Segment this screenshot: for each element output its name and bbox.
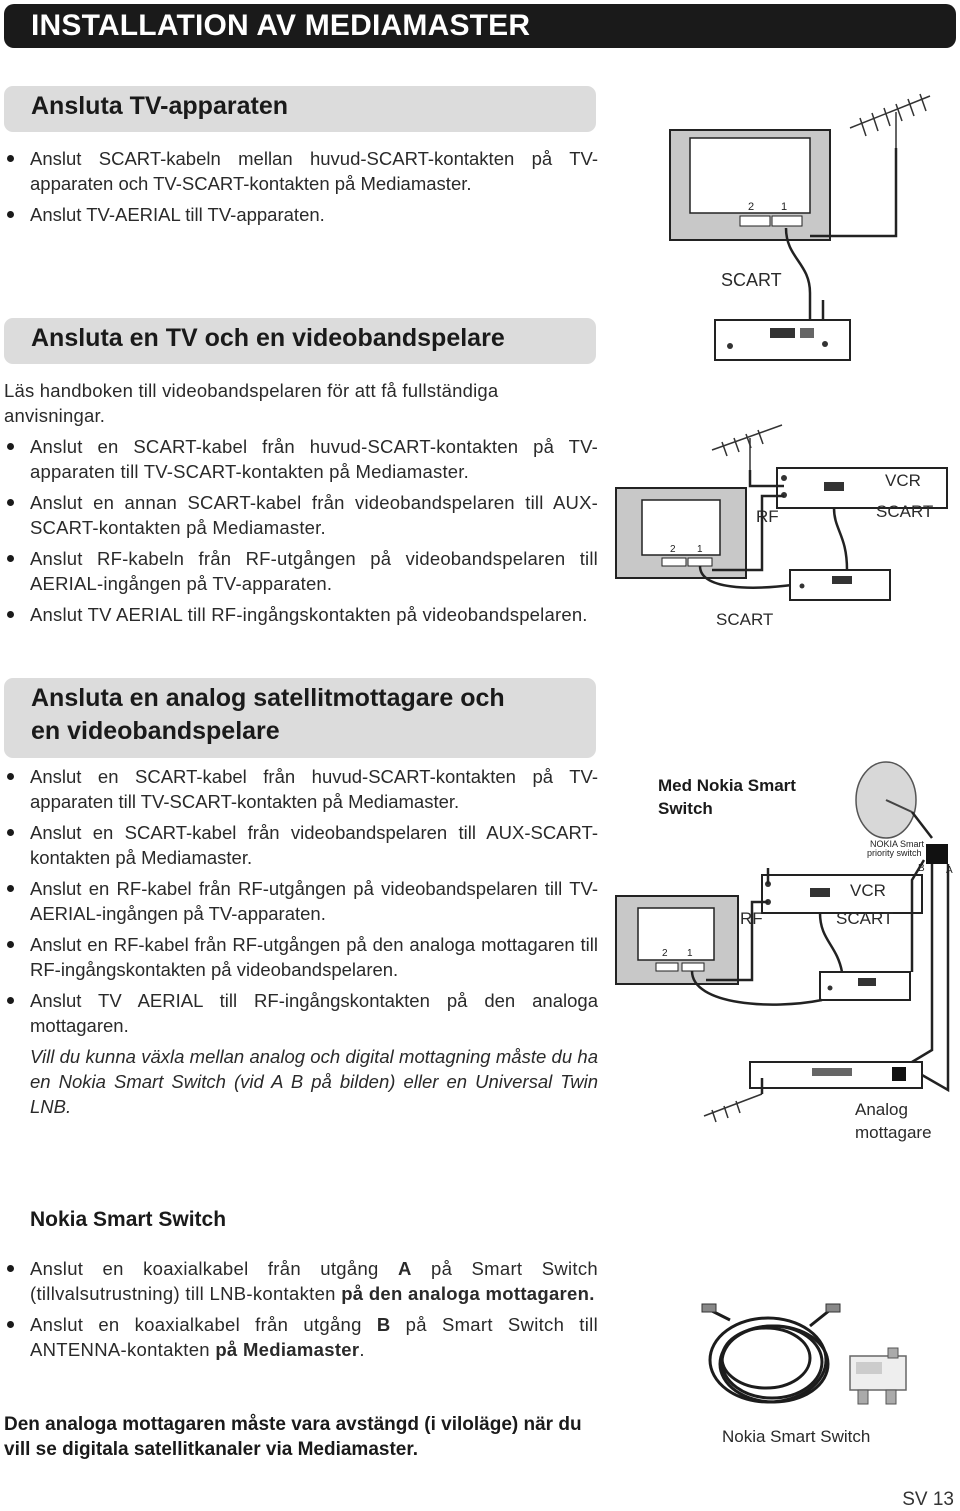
list-item: Anslut en SCART-kabel från huvud-SCART-kontakten på TV-apparaten till TV-SCART-kontakten på Mediamaster. (4, 434, 598, 484)
receiver-label: Analog (855, 1100, 908, 1119)
smart-switch-box (926, 844, 948, 864)
switch-label: priority switch (867, 848, 922, 858)
vcr-icon (762, 875, 922, 913)
list-item: Anslut TV AERIAL till RF-ingångskontakten på videobandspelaren. (4, 602, 598, 627)
emphasis: på den analoga mottagaren. (341, 1283, 595, 1304)
port-number: 2 (670, 544, 676, 555)
tv-icon (670, 130, 830, 240)
section-heading-smart-switch: Nokia Smart Switch (30, 1208, 227, 1231)
list-item: Anslut SCART-kabeln mellan huvud-SCART-kontakten på TV-apparaten och TV-SCART-kontakten på Mediamaster. (4, 146, 598, 196)
port-number: 2 (662, 948, 668, 959)
section-body-smart-switch (4, 1256, 598, 1368)
scart-label: SCART (836, 909, 894, 928)
scart-label: SCART (716, 610, 774, 629)
text-run: på Smart Switch (tillvalsutrustning) till LNB-kontakten (30, 1258, 598, 1304)
rf-label: RF (756, 507, 779, 526)
list-item: Anslut TV AERIAL till RF-ingångskontakten på den analoga mottagaren. (4, 988, 598, 1038)
section-body-tv-vcr (4, 378, 598, 633)
port-b-label: B (918, 863, 925, 874)
antenna-icon (704, 1094, 762, 1122)
diagram-tv-vcr-connection (612, 420, 957, 635)
diagram-tv-connection (660, 88, 960, 368)
port-a-label: A (946, 865, 953, 876)
vcr-label: VCR (850, 881, 886, 900)
list-item (4, 1256, 598, 1306)
analog-receiver-icon (750, 1062, 922, 1088)
switch-label: NOKIA Smart (870, 839, 925, 849)
port-number: 1 (697, 544, 703, 555)
vcr-label: VCR (885, 471, 921, 490)
list-item: Anslut en RF-kabel från RF-utgången på den analoga mottagaren till RF-ingångskontakten på videobandspelaren. (4, 932, 598, 982)
section-body-tv (4, 146, 598, 233)
list-item: Anslut en SCART-kabel från videobandspelaren till AUX-SCART-kontakten på Mediamaster. (4, 820, 598, 870)
emphasis: på Mediamaster (215, 1339, 360, 1360)
coax-cable-icon (710, 1310, 830, 1402)
list-item: Anslut RF-kabeln från RF-utgången på videobandspelaren till AERIAL-ingången på TV-apparaten. (4, 546, 598, 596)
page-title: INSTALLATION AV MEDIAMASTER (4, 4, 956, 48)
port-number: 1 (781, 201, 788, 213)
tv-icon (616, 488, 746, 578)
page-number: SV 13 (902, 1489, 954, 1510)
rf-label: RF (740, 909, 763, 928)
text-run: på Smart Switch till ANTENNA-kontakten (30, 1314, 598, 1360)
section-heading-tv: Ansluta TV-apparaten (4, 86, 596, 132)
heading-line: Ansluta en analog satellitmottagare och (31, 684, 505, 712)
intro-text: Läs handboken till videobandspelaren för att få fullständiga anvisningar. (4, 380, 499, 426)
text-run: . (359, 1339, 365, 1360)
scart-label: SCART (876, 502, 934, 521)
port-a-label: A (397, 1258, 412, 1279)
list-item: Anslut en RF-kabel från RF-utgången på videobandspelaren till TV-AERIAL-ingången på TV-apparaten. (4, 876, 598, 926)
antenna-icon (712, 425, 782, 470)
diagram-title: Med Nokia Smart (658, 776, 796, 795)
diagram-title: Switch (658, 799, 713, 818)
smart-switch-photo (690, 1290, 920, 1420)
list-item (4, 1312, 598, 1362)
list-item: Anslut en annan SCART-kabel från videobandspelaren till AUX-SCART-kontakten på Mediamaster. (4, 490, 598, 540)
port-b-label: B (376, 1314, 391, 1335)
antenna-icon (850, 94, 930, 148)
satellite-dish-icon (856, 762, 932, 838)
section-heading-tv-vcr: Ansluta en TV och en videobandspelare (4, 318, 596, 364)
mediamaster-icon (820, 972, 910, 1000)
list-item: Anslut TV-AERIAL till TV-apparaten. (4, 202, 598, 227)
warning-note: Den analoga mottagaren måste vara avstängd (i viloläge) när du vill se digitala satellitkanaler via Mediamaster. (4, 1414, 582, 1460)
text-run: Anslut en koaxialkabel från utgång (30, 1258, 398, 1279)
mediamaster-icon (715, 320, 850, 360)
photo-caption: Nokia Smart Switch (722, 1427, 871, 1446)
tv-icon (616, 896, 738, 984)
heading-line: en videobandspelare (31, 717, 280, 745)
receiver-label: mottagare (855, 1123, 932, 1142)
port-number: 2 (748, 201, 755, 213)
port-number: 1 (687, 948, 693, 959)
italic-note: Vill du kunna växla mellan analog och digital mottagning måste du ha en Nokia Smart Switch (vid A B på bilden) eller en Universal Twin LNB. (30, 1046, 598, 1117)
section-body-satellite (4, 764, 598, 1119)
scart-label: SCART (721, 270, 782, 290)
list-item: Anslut en SCART-kabel från huvud-SCART-kontakten på TV-apparaten till TV-SCART-kontakten på Mediamaster. (4, 764, 598, 814)
section-heading-satellite (4, 678, 596, 758)
smart-switch-icon (850, 1348, 906, 1404)
diagram-satellite-connection (612, 760, 957, 1150)
text-run: Anslut en koaxialkabel från utgång (30, 1314, 377, 1335)
mediamaster-icon (790, 570, 890, 600)
